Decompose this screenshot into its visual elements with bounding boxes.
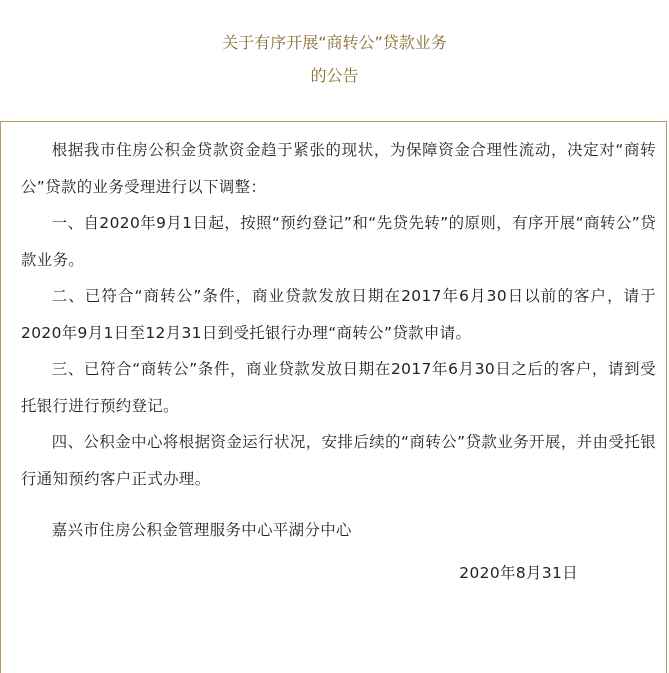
- announcement-body: [21, 132, 656, 591]
- issue-date: 2020年8月31日: [459, 563, 578, 582]
- intro-paragraph: 根据我市住房公积金贷款资金趋于紧张的现状，为保障资金合理性流动，决定对“商转公”贷款的业务受理进行以下调整：: [21, 141, 656, 196]
- item-4-paragraph: 四、公积金中心将根据资金运行状况，安排后续的“商转公”贷款业务开展，并由受托银行通知预约客户正式办理。: [21, 433, 656, 488]
- item-1-paragraph: 一、自2020年9月1日起，按照“预约登记”和“先贷先转”的原则，有序开展“商转公”贷款业务。: [21, 214, 656, 269]
- issuer-signature: 嘉兴市住房公积金管理服务中心平湖分中心: [51, 521, 352, 539]
- item-2-paragraph: 二、已符合“商转公”条件，商业贷款发放日期在2017年6月30日以前的客户，请于2020年9月1日至12月31日到受托银行办理“商转公”贷款申请。: [21, 287, 656, 342]
- title-line-2: 的公告: [310, 66, 359, 85]
- title-line-1: 关于有序开展“商转公”贷款业务: [222, 33, 447, 52]
- item-3-paragraph: 三、已符合“商转公”条件，商业贷款发放日期在2017年6月30日之后的客户，请到受托银行进行预约登记。: [21, 360, 656, 415]
- announcement-title: [0, 26, 669, 92]
